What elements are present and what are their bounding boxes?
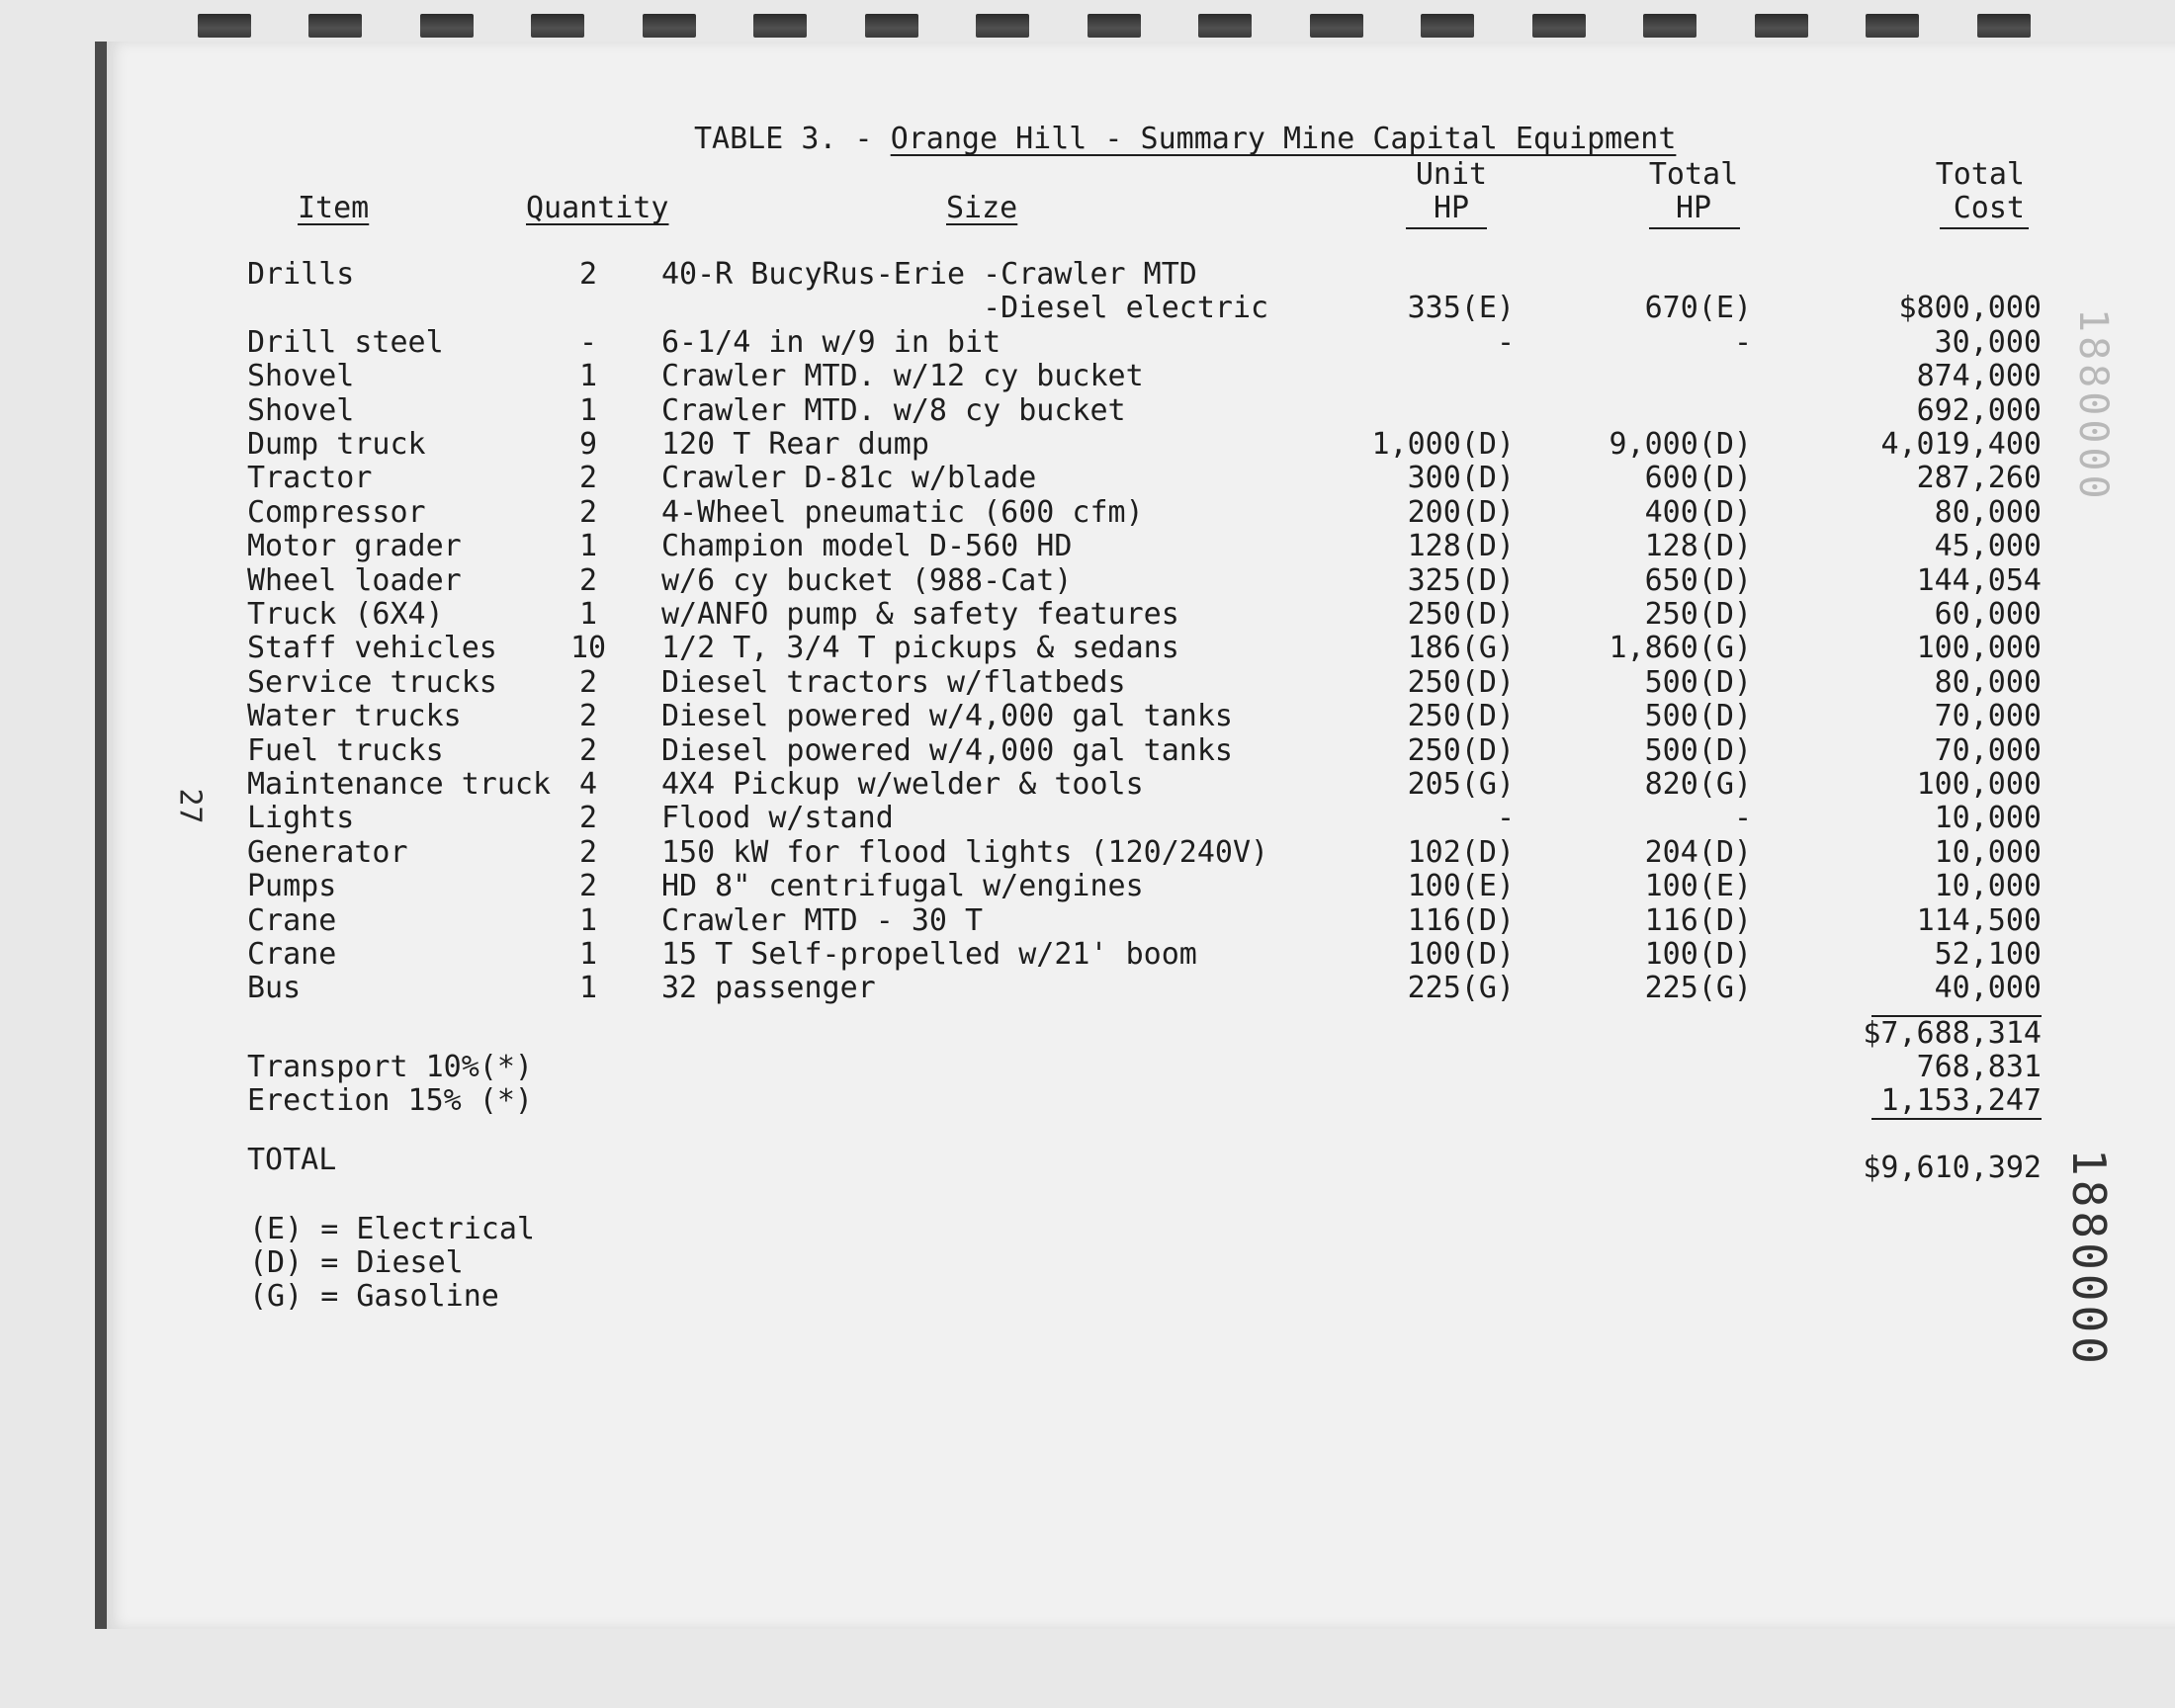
cell-total-cost: 60,000 <box>1934 597 2042 632</box>
cell-total-cost: 114,500 <box>1916 903 2042 938</box>
cell-total-cost: 692,000 <box>1916 393 2042 428</box>
binding-hole <box>308 14 362 38</box>
document-id-stamp-faint: 1880000 <box>2070 308 2116 503</box>
cell-size: Crawler MTD. w/12 cy bucket <box>661 359 1144 393</box>
header-size: Size <box>946 191 1018 225</box>
cell-size: Crawler MTD. w/8 cy bucket <box>661 393 1126 428</box>
binding-hole <box>1866 14 1919 38</box>
binding-hole <box>198 14 251 38</box>
total-label: TOTAL <box>247 1143 337 1177</box>
cell-total-hp: 116(D) <box>1644 903 1752 938</box>
transport-cost: 768,831 <box>1916 1050 2042 1084</box>
binding-hole <box>531 14 584 38</box>
cell-quantity: 1 <box>578 903 598 938</box>
title-main: Orange Hill - Summary Mine Capital Equipment <box>890 122 1677 156</box>
binding-hole <box>1421 14 1474 38</box>
cell-unit-hp: 250(D) <box>1407 665 1515 700</box>
cell-item: Motor grader <box>247 529 462 563</box>
cell-total-cost: 70,000 <box>1934 733 2042 768</box>
binding-hole <box>1643 14 1696 38</box>
header-total-hp-line2: HP <box>1675 191 1712 225</box>
cell-total-cost: 100,000 <box>1916 631 2042 665</box>
header-total-cost-rule <box>1940 227 2029 229</box>
cell-total-cost: 10,000 <box>1934 835 2042 870</box>
cell-item: Tractor <box>247 461 373 495</box>
erection-cost: 1,153,247 <box>1880 1083 2042 1118</box>
cell-item: Service trucks <box>247 665 497 700</box>
cell-total-cost: 100,000 <box>1916 767 2042 802</box>
cell-item: Maintenance truck <box>247 767 552 802</box>
cell-size: 150 kW for flood lights (120/240V) <box>661 835 1269 870</box>
cell-unit-hp: - <box>1496 801 1515 835</box>
cell-item: Drill steel <box>247 325 444 360</box>
cell-quantity: 1 <box>578 529 598 563</box>
cell-total-hp: - <box>1733 801 1752 835</box>
header-unit-hp-line1: Unit <box>1415 157 1488 192</box>
cell-quantity: 1 <box>578 393 598 428</box>
cell-item: Crane <box>247 937 337 972</box>
cell-unit-hp: 186(G) <box>1407 631 1515 665</box>
cell-total-hp: 500(D) <box>1644 665 1752 700</box>
cell-item: Lights <box>247 801 355 835</box>
cell-quantity: 2 <box>578 563 598 598</box>
cell-total-cost: $800,000 <box>1898 291 2042 325</box>
cell-unit-hp: 1,000(D) <box>1371 427 1515 462</box>
cell-item: Dump truck <box>247 427 426 462</box>
cell-total-hp: 9,000(D) <box>1609 427 1752 462</box>
cell-size: w/6 cy bucket (988-Cat) <box>661 563 1073 598</box>
cell-size: Diesel powered w/4,000 gal tanks <box>661 699 1233 733</box>
cell-quantity: 1 <box>578 937 598 972</box>
cell-quantity: 2 <box>578 665 598 700</box>
subtotal-cost: $7,688,314 <box>1863 1016 2042 1051</box>
cell-item: Drills <box>247 257 355 292</box>
cell-item: Crane <box>247 903 337 938</box>
cell-quantity: 2 <box>578 835 598 870</box>
cell-unit-hp: 100(D) <box>1407 937 1515 972</box>
cell-total-cost: 45,000 <box>1934 529 2042 563</box>
cell-unit-hp: 102(D) <box>1407 835 1515 870</box>
total-cost: $9,610,392 <box>1863 1151 2042 1185</box>
erection-rule <box>1871 1118 2042 1120</box>
header-item: Item <box>298 191 370 225</box>
cell-item: Staff vehicles <box>247 631 497 665</box>
header-unit-hp-rule <box>1406 227 1487 229</box>
erection-label: Erection 15% (*) <box>247 1083 533 1118</box>
cell-unit-hp: 100(E) <box>1407 869 1515 903</box>
cell-size: Flood w/stand <box>661 801 894 835</box>
binding-hole <box>865 14 918 38</box>
cell-size: 15 T Self-propelled w/21' boom <box>661 937 1197 972</box>
cell-total-hp: 100(E) <box>1644 869 1752 903</box>
header-total-cost-line2: Cost <box>1953 191 2025 225</box>
cell-item: Water trucks <box>247 699 462 733</box>
binding-hole <box>643 14 696 38</box>
cell-item: Truck (6X4) <box>247 597 444 632</box>
cell-item: Fuel trucks <box>247 733 444 768</box>
cell-size: 4X4 Pickup w/welder & tools <box>661 767 1144 802</box>
cell-quantity: 1 <box>578 359 598 393</box>
legend-electrical: (E) = Electrical <box>249 1212 535 1246</box>
cell-quantity: 4 <box>578 767 598 802</box>
cell-quantity: 1 <box>578 597 598 632</box>
cell-unit-hp: 116(D) <box>1407 903 1515 938</box>
cell-quantity: 2 <box>578 869 598 903</box>
cell-quantity: 10 <box>569 631 607 665</box>
cell-total-cost: 52,100 <box>1934 937 2042 972</box>
cell-size: 32 passenger <box>661 971 876 1005</box>
cell-quantity: 2 <box>578 699 598 733</box>
cell-size: Crawler MTD - 30 T <box>661 903 984 938</box>
cell-total-hp: 100(D) <box>1644 937 1752 972</box>
cell-unit-hp: - <box>1496 325 1515 360</box>
cell-item: Generator <box>247 835 408 870</box>
cell-quantity: 2 <box>578 495 598 530</box>
cell-unit-hp: 225(G) <box>1407 971 1515 1005</box>
binding-hole <box>1310 14 1363 38</box>
page-number: 27 <box>172 788 208 824</box>
cell-size: 1/2 T, 3/4 T pickups & sedans <box>661 631 1179 665</box>
binding-hole <box>976 14 1029 38</box>
binding-hole <box>1532 14 1586 38</box>
cell-total-hp: 204(D) <box>1644 835 1752 870</box>
binding-hole <box>1088 14 1141 38</box>
cell-size: w/ANFO pump & safety features <box>661 597 1179 632</box>
cell-item: Wheel loader <box>247 563 462 598</box>
cell-total-hp: 670(E) <box>1644 291 1752 325</box>
cell-item: Bus <box>247 971 302 1005</box>
cell-total-cost: 287,260 <box>1916 461 2042 495</box>
cell-unit-hp: 325(D) <box>1407 563 1515 598</box>
header-unit-hp-line2: HP <box>1433 191 1470 225</box>
cell-total-cost: 40,000 <box>1934 971 2042 1005</box>
header-total-hp-rule <box>1649 227 1740 229</box>
binding-holes <box>178 8 2116 38</box>
cell-quantity: 2 <box>578 801 598 835</box>
cell-size: 40-R BucyRus-Erie -Crawler MTD <box>661 257 1197 292</box>
table-title <box>694 123 1676 156</box>
cell-unit-hp: 300(D) <box>1407 461 1515 495</box>
cell-item: Shovel <box>247 359 355 393</box>
cell-size: Crawler D-81c w/blade <box>661 461 1037 495</box>
cell-item: Shovel <box>247 393 355 428</box>
cell-total-hp: 600(D) <box>1644 461 1752 495</box>
cell-size: Diesel tractors w/flatbeds <box>661 665 1126 700</box>
cell-size: 4-Wheel pneumatic (600 cfm) <box>661 495 1144 530</box>
cell-total-cost: 70,000 <box>1934 699 2042 733</box>
cell-quantity: 9 <box>578 427 598 462</box>
cell-total-hp: 820(G) <box>1644 767 1752 802</box>
cell-total-cost: 10,000 <box>1934 801 2042 835</box>
cell-total-hp: 650(D) <box>1644 563 1752 598</box>
binding-hole <box>420 14 474 38</box>
cell-size: 120 T Rear dump <box>661 427 929 462</box>
cell-total-cost: 10,000 <box>1934 869 2042 903</box>
cell-total-cost: 80,000 <box>1934 665 2042 700</box>
header-quantity: Quantity <box>526 191 669 225</box>
cell-total-hp: 1,860(G) <box>1609 631 1752 665</box>
cell-unit-hp: 205(G) <box>1407 767 1515 802</box>
header-total-hp-line1: Total <box>1648 157 1739 192</box>
binding-hole <box>753 14 807 38</box>
cell-total-hp: - <box>1733 325 1752 360</box>
cell-total-cost: 144,054 <box>1916 563 2042 598</box>
cell-quantity: 1 <box>578 971 598 1005</box>
cell-size: Champion model D-560 HD <box>661 529 1073 563</box>
cell-total-cost: 30,000 <box>1934 325 2042 360</box>
cell-total-cost: 874,000 <box>1916 359 2042 393</box>
cell-total-hp: 400(D) <box>1644 495 1752 530</box>
cell-size: 6-1/4 in w/9 in bit <box>661 325 1001 360</box>
cell-unit-hp: 250(D) <box>1407 699 1515 733</box>
title-prefix: TABLE 3. - <box>694 122 891 156</box>
cell-size: -Diesel electric <box>661 291 1269 325</box>
transport-label: Transport 10%(*) <box>247 1050 533 1084</box>
cell-unit-hp: 250(D) <box>1407 597 1515 632</box>
document-id-stamp: 1880000 <box>2062 1149 2116 1368</box>
cell-unit-hp: 128(D) <box>1407 529 1515 563</box>
cell-quantity: - <box>578 325 598 360</box>
binding-hole <box>1198 14 1252 38</box>
cell-total-hp: 500(D) <box>1644 733 1752 768</box>
binding-hole <box>1755 14 1808 38</box>
cell-quantity: 2 <box>578 257 598 292</box>
header-total-cost-line1: Total <box>1935 157 2025 192</box>
cell-quantity: 2 <box>578 461 598 495</box>
cell-total-hp: 250(D) <box>1644 597 1752 632</box>
cell-total-hp: 225(G) <box>1644 971 1752 1005</box>
cell-total-hp: 128(D) <box>1644 529 1752 563</box>
legend-diesel: (D) = Diesel <box>249 1245 464 1280</box>
cell-unit-hp: 335(E) <box>1407 291 1515 325</box>
cell-size: Diesel powered w/4,000 gal tanks <box>661 733 1233 768</box>
cell-item: Compressor <box>247 495 426 530</box>
cell-total-cost: 4,019,400 <box>1880 427 2042 462</box>
legend-gasoline: (G) = Gasoline <box>249 1279 499 1314</box>
cell-total-cost: 80,000 <box>1934 495 2042 530</box>
cell-total-hp: 500(D) <box>1644 699 1752 733</box>
cell-unit-hp: 250(D) <box>1407 733 1515 768</box>
binding-hole <box>1977 14 2031 38</box>
cell-size: HD 8" centrifugal w/engines <box>661 869 1144 903</box>
cell-unit-hp: 200(D) <box>1407 495 1515 530</box>
cell-quantity: 2 <box>578 733 598 768</box>
cell-item: Pumps <box>247 869 337 903</box>
